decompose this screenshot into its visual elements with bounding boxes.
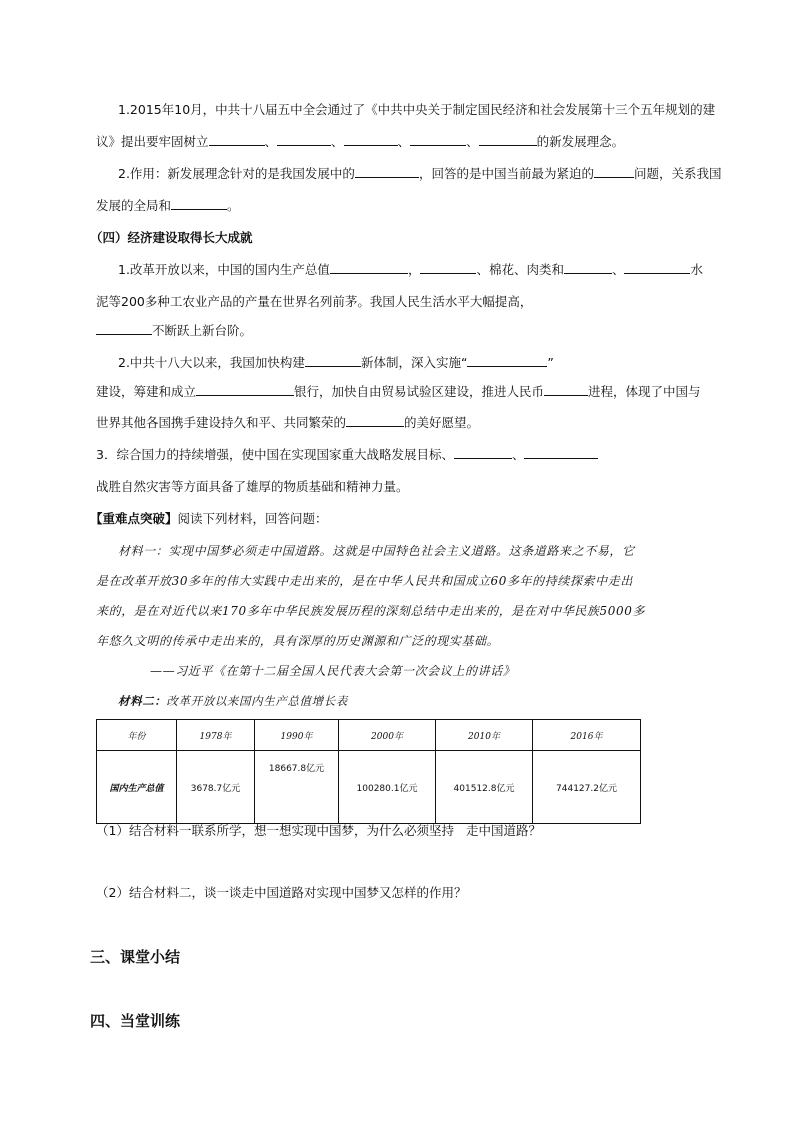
- table-header-cell: 1990年: [255, 720, 339, 751]
- para2-line2: 泥等200多种工农业产品的产量在世界名列前茅。我国人民生活水平大幅提高，: [96, 294, 533, 309]
- table-cell: 3678.7亿元: [177, 751, 255, 824]
- blank[interactable]: [330, 261, 408, 274]
- blank[interactable]: [420, 261, 476, 274]
- blank[interactable]: [564, 261, 612, 274]
- section-four-heading: （四）经济建设取得长大成就: [90, 230, 253, 245]
- table-header-cell: 1978年: [177, 720, 255, 751]
- para2-line8: 战胜自然灾害等方面具备了雄厚的物质基础和精神力量。: [96, 479, 409, 494]
- blank[interactable]: [454, 446, 512, 459]
- section-three-heading: 三、课堂小结: [90, 948, 181, 966]
- table-header-row: [97, 720, 641, 751]
- para1-line1: [118, 101, 715, 119]
- material1-line2: 是在改革开放30多年的伟大实践中走出来的，是在中华人民共和国成立60多年的持续探索中走出: [96, 574, 633, 588]
- para2-line6: 世界其他各国携手建设持久和平、共同繁荣的 的美好愿望。: [96, 415, 480, 430]
- blank[interactable]: [410, 133, 466, 146]
- table-row-label: 国内生产总值: [97, 751, 177, 824]
- material2-heading: 材料二：改革开放以来国内生产总值增长表: [118, 694, 348, 708]
- para2-line7: 3．综合国力的持续增强，使中国在实现国家重大战略发展目标、 、: [96, 446, 598, 464]
- para2-line4: 2.中共十八大以来，我国加快构建 新体制，深入实施“ ”: [118, 355, 554, 370]
- table-header-cell: 2010年: [436, 720, 533, 751]
- question-2: （2）结合材料二，谈一谈走中国道路对实现中国梦又怎样的作用？: [96, 885, 467, 900]
- section-four-training-heading: 四、当堂训练: [90, 1012, 181, 1030]
- blank[interactable]: [171, 197, 227, 210]
- blank[interactable]: [344, 133, 398, 146]
- question-1: （1）结合材料一联系所学，想一想实现中国梦，为什么必须坚持 走中国道路？: [96, 823, 541, 838]
- para2-line5: 建设，筹建和成立 银行，加快自由贸易试验区建设，推进人民币 进程，体现了中国与: [96, 384, 701, 399]
- blank[interactable]: [594, 165, 634, 178]
- gdp-table: [96, 719, 641, 824]
- blank[interactable]: [196, 383, 294, 396]
- blank[interactable]: [524, 446, 598, 459]
- para1-line2: 议》提出要牢固树立 、 、 、 、 的新发展理念。: [96, 134, 625, 149]
- blank[interactable]: [624, 261, 690, 274]
- blank[interactable]: [305, 354, 361, 367]
- blank[interactable]: [209, 133, 265, 146]
- material1-source: ——习近平《在第十二届全国人民代表大会第一次会议上的讲话》: [150, 664, 516, 678]
- blank[interactable]: [277, 133, 331, 146]
- table-cell: 18667.8亿元: [255, 751, 339, 824]
- blank[interactable]: [346, 414, 404, 427]
- breakthrough-heading: 【重难点突破】阅读下列材料，回答问题：: [90, 511, 328, 526]
- blank[interactable]: [355, 165, 419, 178]
- table-header-cell: 2016年: [533, 720, 641, 751]
- blank[interactable]: [544, 383, 588, 396]
- table-cell: 401512.8亿元: [436, 751, 533, 824]
- para2-line3: 不断跃上新台阶。: [96, 322, 252, 340]
- para1-line1-text: 1.2015年10月，中共十八届五中全会通过了《中共中央关于制定国民经济和社会发展第十三个五年规划的建: [118, 102, 716, 117]
- blank[interactable]: [96, 322, 152, 335]
- table-cell: 744127.2亿元: [533, 751, 641, 824]
- table-row: [97, 751, 641, 824]
- table-header-cell: 年份: [97, 720, 177, 751]
- para2-line1: 1.改革开放以来，中国的国内生产总值 ， 、棉花、肉类和 、 水: [118, 262, 703, 277]
- blank[interactable]: [479, 133, 537, 146]
- material1-line1: 材料一：实现中国梦必须走中国道路。这就是中国特色社会主义道路。这条道路来之不易，它: [118, 544, 635, 558]
- table-header-cell: 2000年: [339, 720, 436, 751]
- para1-line3: 2.作用：新发展理念针对的是我国发展中的 ，回答的是中国当前最为紧迫的 问题，关系我国: [118, 166, 722, 181]
- material1-line3: 来的，是在对近代以来170多年中华民族发展历程的深刻总结中走出来的，是在对中华民族5000多: [96, 604, 646, 618]
- table-cell: 100280.1亿元: [339, 751, 436, 824]
- material1-line4: 年悠久文明的传承中走出来的，具有深厚的历史渊源和广泛的现实基础。: [96, 634, 500, 648]
- para1-line4: 发展的全局和 。: [96, 198, 240, 213]
- blank[interactable]: [467, 354, 547, 367]
